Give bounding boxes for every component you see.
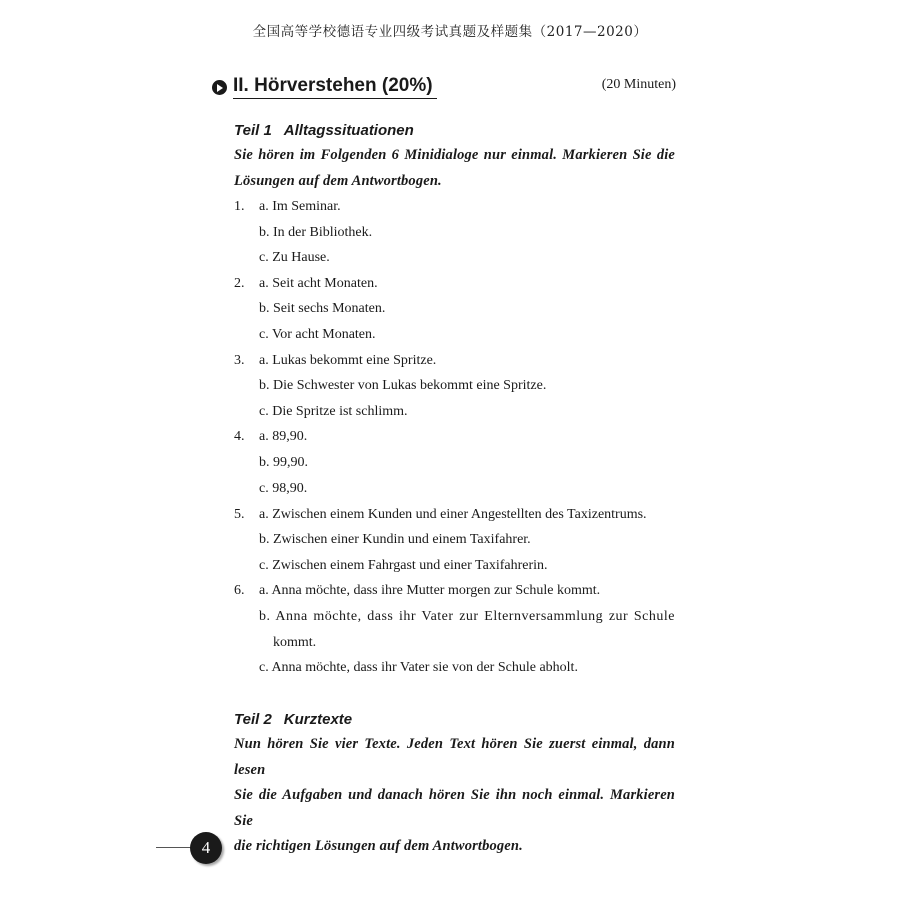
teil2-name: Kurztexte [283, 711, 353, 728]
option-5a: a. Zwischen einem Kunden und einer Angestellten des Taxizentrums. [259, 507, 647, 522]
question-number: 4. [234, 429, 245, 444]
teil1-instruction [234, 143, 675, 194]
teil1-instruction-line1: Sie hören im Folgenden 6 Minidialoge nur einmal. Markieren Sie die [234, 147, 675, 163]
option-3c: c. Die Spritze ist schlimm. [259, 404, 408, 419]
section-title: II. Hörverstehen (20%) [233, 74, 437, 99]
option-6c: c. Anna möchte, dass ihr Vater sie von der Schule abholt. [259, 660, 578, 675]
play-circle-icon [212, 80, 227, 95]
option-2c: c. Vor acht Monaten. [259, 327, 376, 342]
section-time: (20 Minuten) [601, 77, 676, 92]
option-6b-line1: b. Anna möchte, dass ihr Vater zur Elternversammlung zur Schule [259, 609, 675, 624]
section-heading [212, 74, 676, 100]
option-4c: c. 98,90. [259, 481, 308, 496]
option-4a: a. 89,90. [259, 429, 308, 444]
question-number: 2. [234, 276, 245, 291]
option-4b: b. 99,90. [259, 455, 308, 470]
option-2b: b. Seit sechs Monaten. [259, 301, 386, 316]
option-3a: a. Lukas bekommt eine Spritze. [259, 353, 437, 368]
teil1-label: Teil 1 [234, 122, 272, 139]
option-3b: b. Die Schwester von Lukas bekommt eine Spritze. [259, 378, 547, 393]
question-number: 6. [234, 583, 245, 598]
question-number: 5. [234, 507, 245, 522]
option-1c: c. Zu Hause. [259, 250, 330, 265]
option-1b: b. In der Bibliothek. [259, 225, 373, 240]
option-1a: a. Im Seminar. [259, 199, 341, 214]
teil2-label: Teil 2 [234, 711, 272, 728]
page-number: 4 [190, 832, 222, 864]
option-2a: a. Seit acht Monaten. [259, 276, 378, 291]
option-6a: a. Anna möchte, dass ihre Mutter morgen zur Schule kommt. [259, 583, 601, 598]
teil2-instruction-line3: die richtigen Lösungen auf dem Antwortbogen. [234, 838, 523, 854]
running-header: 全国高等学校德语专业四级考试真题及样题集（2017—2020） [252, 24, 648, 40]
teil1-instruction-line2: Lösungen auf dem Antwortbogen. [234, 172, 442, 189]
teil2-instruction-line2: Sie die Aufgaben und danach hören Sie ihn noch einmal. Markieren Sie [234, 787, 675, 829]
teil1-name: Alltagssituationen [283, 122, 414, 139]
teil2-instruction [234, 732, 675, 860]
option-5b: b. Zwischen einer Kundin und einem Taxifahrer. [259, 532, 531, 547]
option-5c: c. Zwischen einem Fahrgast und einer Taxifahrerin. [259, 558, 548, 573]
question-number: 1. [234, 199, 245, 214]
teil2-instruction-line1: Nun hören Sie vier Texte. Jeden Text hören Sie zuerst einmal, dann lesen [234, 736, 675, 778]
teil2-heading [234, 710, 352, 730]
question-number: 3. [234, 353, 245, 368]
teil1-heading [234, 121, 414, 141]
option-6b-line2: kommt. [273, 634, 317, 650]
option-6b [259, 604, 675, 655]
